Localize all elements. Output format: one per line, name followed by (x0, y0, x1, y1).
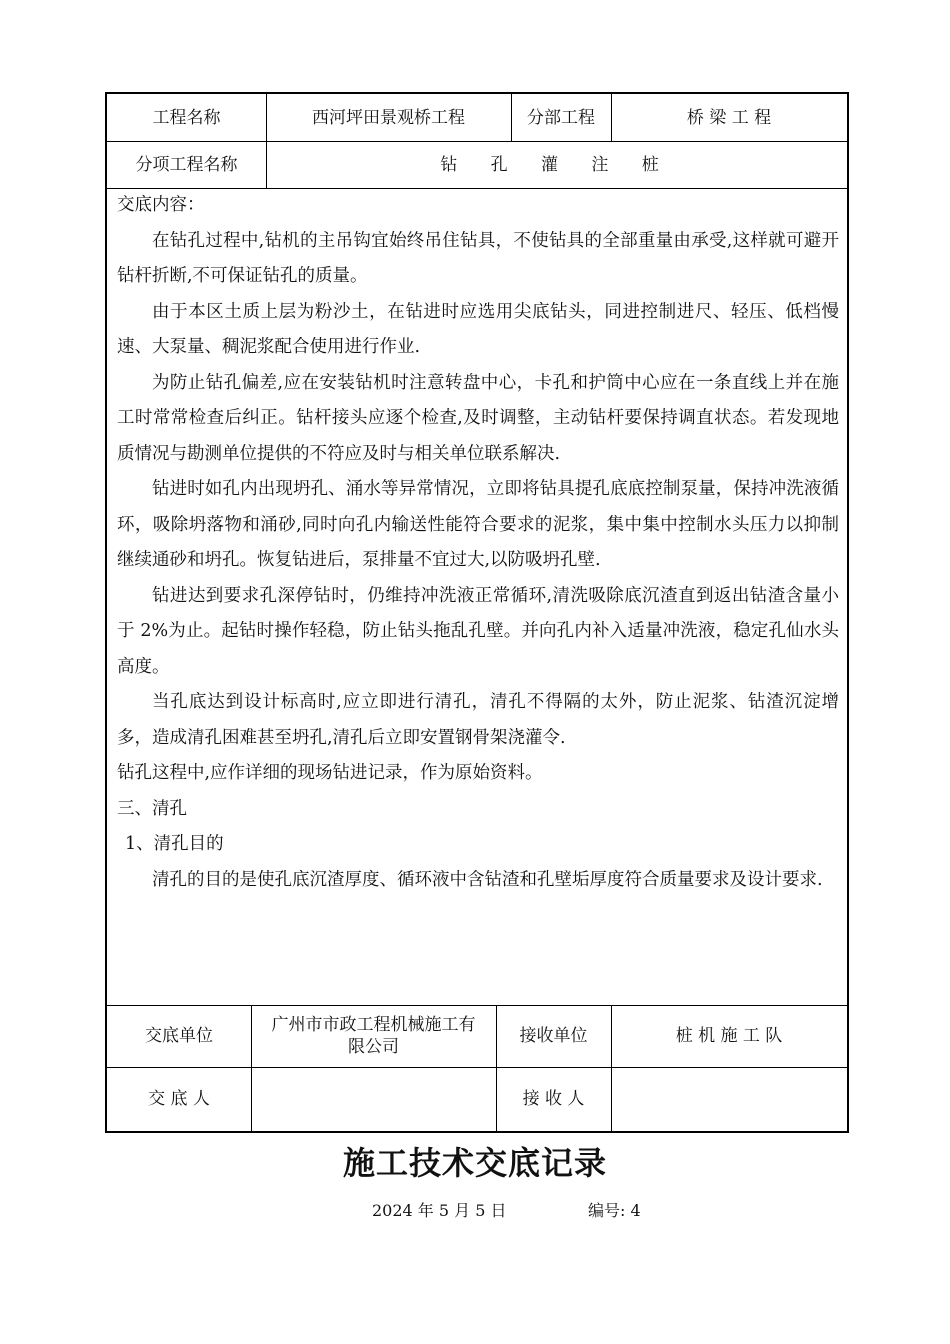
signoff-row-persons (107, 1067, 847, 1131)
issuer-person-label: 交 底 人 (148, 1089, 210, 1109)
content-paragraph: 钻进时如孔内出现坍孔、涌水等异常情况，立即将钻具提孔底底控制泵量，保持冲洗液循环，吸除坍落物和涌砂,同时向孔内输送性能符合要求的泥浆，集中集中控制水头压力以抑制继续通砂和坍孔。恢复钻进后，泵排量不宜过大,以防吸坍孔壁. (117, 479, 839, 570)
subsection-title: 1、清孔目的 (125, 834, 224, 854)
purpose-paragraph: 清孔的目的是使孔底沉渣厚度、循环液中含钻渣和孔壁垢厚度符合质量要求及设计要求. (152, 869, 823, 890)
record-line: 钻孔这程中,应作详细的现场钻进记录，作为原始资料。 (117, 763, 543, 783)
receiver-person-signature-field[interactable] (611, 1067, 847, 1131)
content-paragraph: 在钻孔过程中,钻机的主吊钩宜始终吊住钻具，不使钻具的全部重量由承受,这样就可避开钻杆折断,不可保证钻孔的质量。 (117, 230, 839, 286)
content-heading: 交底内容： (117, 195, 205, 215)
signoff-row-units (107, 1005, 847, 1067)
document-number: 编号: 4 (588, 1201, 641, 1220)
content-paragraph: 为防止钻孔偏差,应在安装钻机时注意转盘中心，卡孔和护筒中心应在一条直线上并在施工时常常检查后纠正。钻杆接头应逐个检查,及时调整，主动钻杆要保持调直状态。若发现地质情况与勘测单位提供的不符应及时与相关单位联系解决. (117, 372, 839, 464)
subitem-value: 钻 孔 灌 注 桩 (440, 154, 673, 175)
header-row-subitem (107, 141, 847, 188)
project-name-label: 工程名称 (152, 107, 221, 128)
disclosure-content (117, 188, 839, 898)
division-value: 桥 梁 工 程 (686, 107, 772, 128)
header-row-project (107, 94, 847, 141)
receiver-person-label: 接 收 人 (522, 1089, 585, 1109)
subitem-label: 分项工程名称 (135, 154, 238, 175)
issuer-person-signature-field[interactable] (251, 1067, 496, 1131)
issuer-unit-value: 广州市市政工程机械施工有限公司 (271, 1015, 476, 1057)
disclosure-table (105, 92, 849, 1133)
content-paragraph: 由于本区土质上层为粉沙土，在钻进时应选用尖底钻头，同进控制进尺、轻压、低档慢速、大泵量、稠泥浆配合使用进行作业. (117, 301, 839, 357)
document-title: 施工技术交底记录 (342, 1144, 607, 1182)
document-date: 2024 年 5 月 5 日 (372, 1201, 507, 1220)
receiver-unit-value: 桩 机 施 工 队 (675, 1026, 783, 1046)
content-paragraph: 当孔底达到设计标高时,应立即进行清孔，清孔不得隔的太外，防止泥浆、钻渣沉淀增多，造成清孔困难甚至坍孔,清孔后立即安置钢骨架浇灌令. (117, 692, 839, 748)
division-label: 分部工程 (527, 107, 595, 128)
content-paragraph: 钻进达到要求孔深停钻时，仍维持冲洗液正常循环,清洗吸除底沉渣直到返出钻渣含量小于 2%为止。起钻时操作轻稳，防止钻头拖乱孔壁。并向孔内补入适量冲洗液，稳定孔仙水头高度。 (117, 585, 839, 677)
issuer-unit-label: 交底单位 (145, 1026, 213, 1046)
project-name-value: 西河坪田景观桥工程 (312, 107, 465, 128)
section-title: 三、清孔 (117, 798, 187, 819)
receiver-unit-label: 接收单位 (519, 1026, 588, 1046)
